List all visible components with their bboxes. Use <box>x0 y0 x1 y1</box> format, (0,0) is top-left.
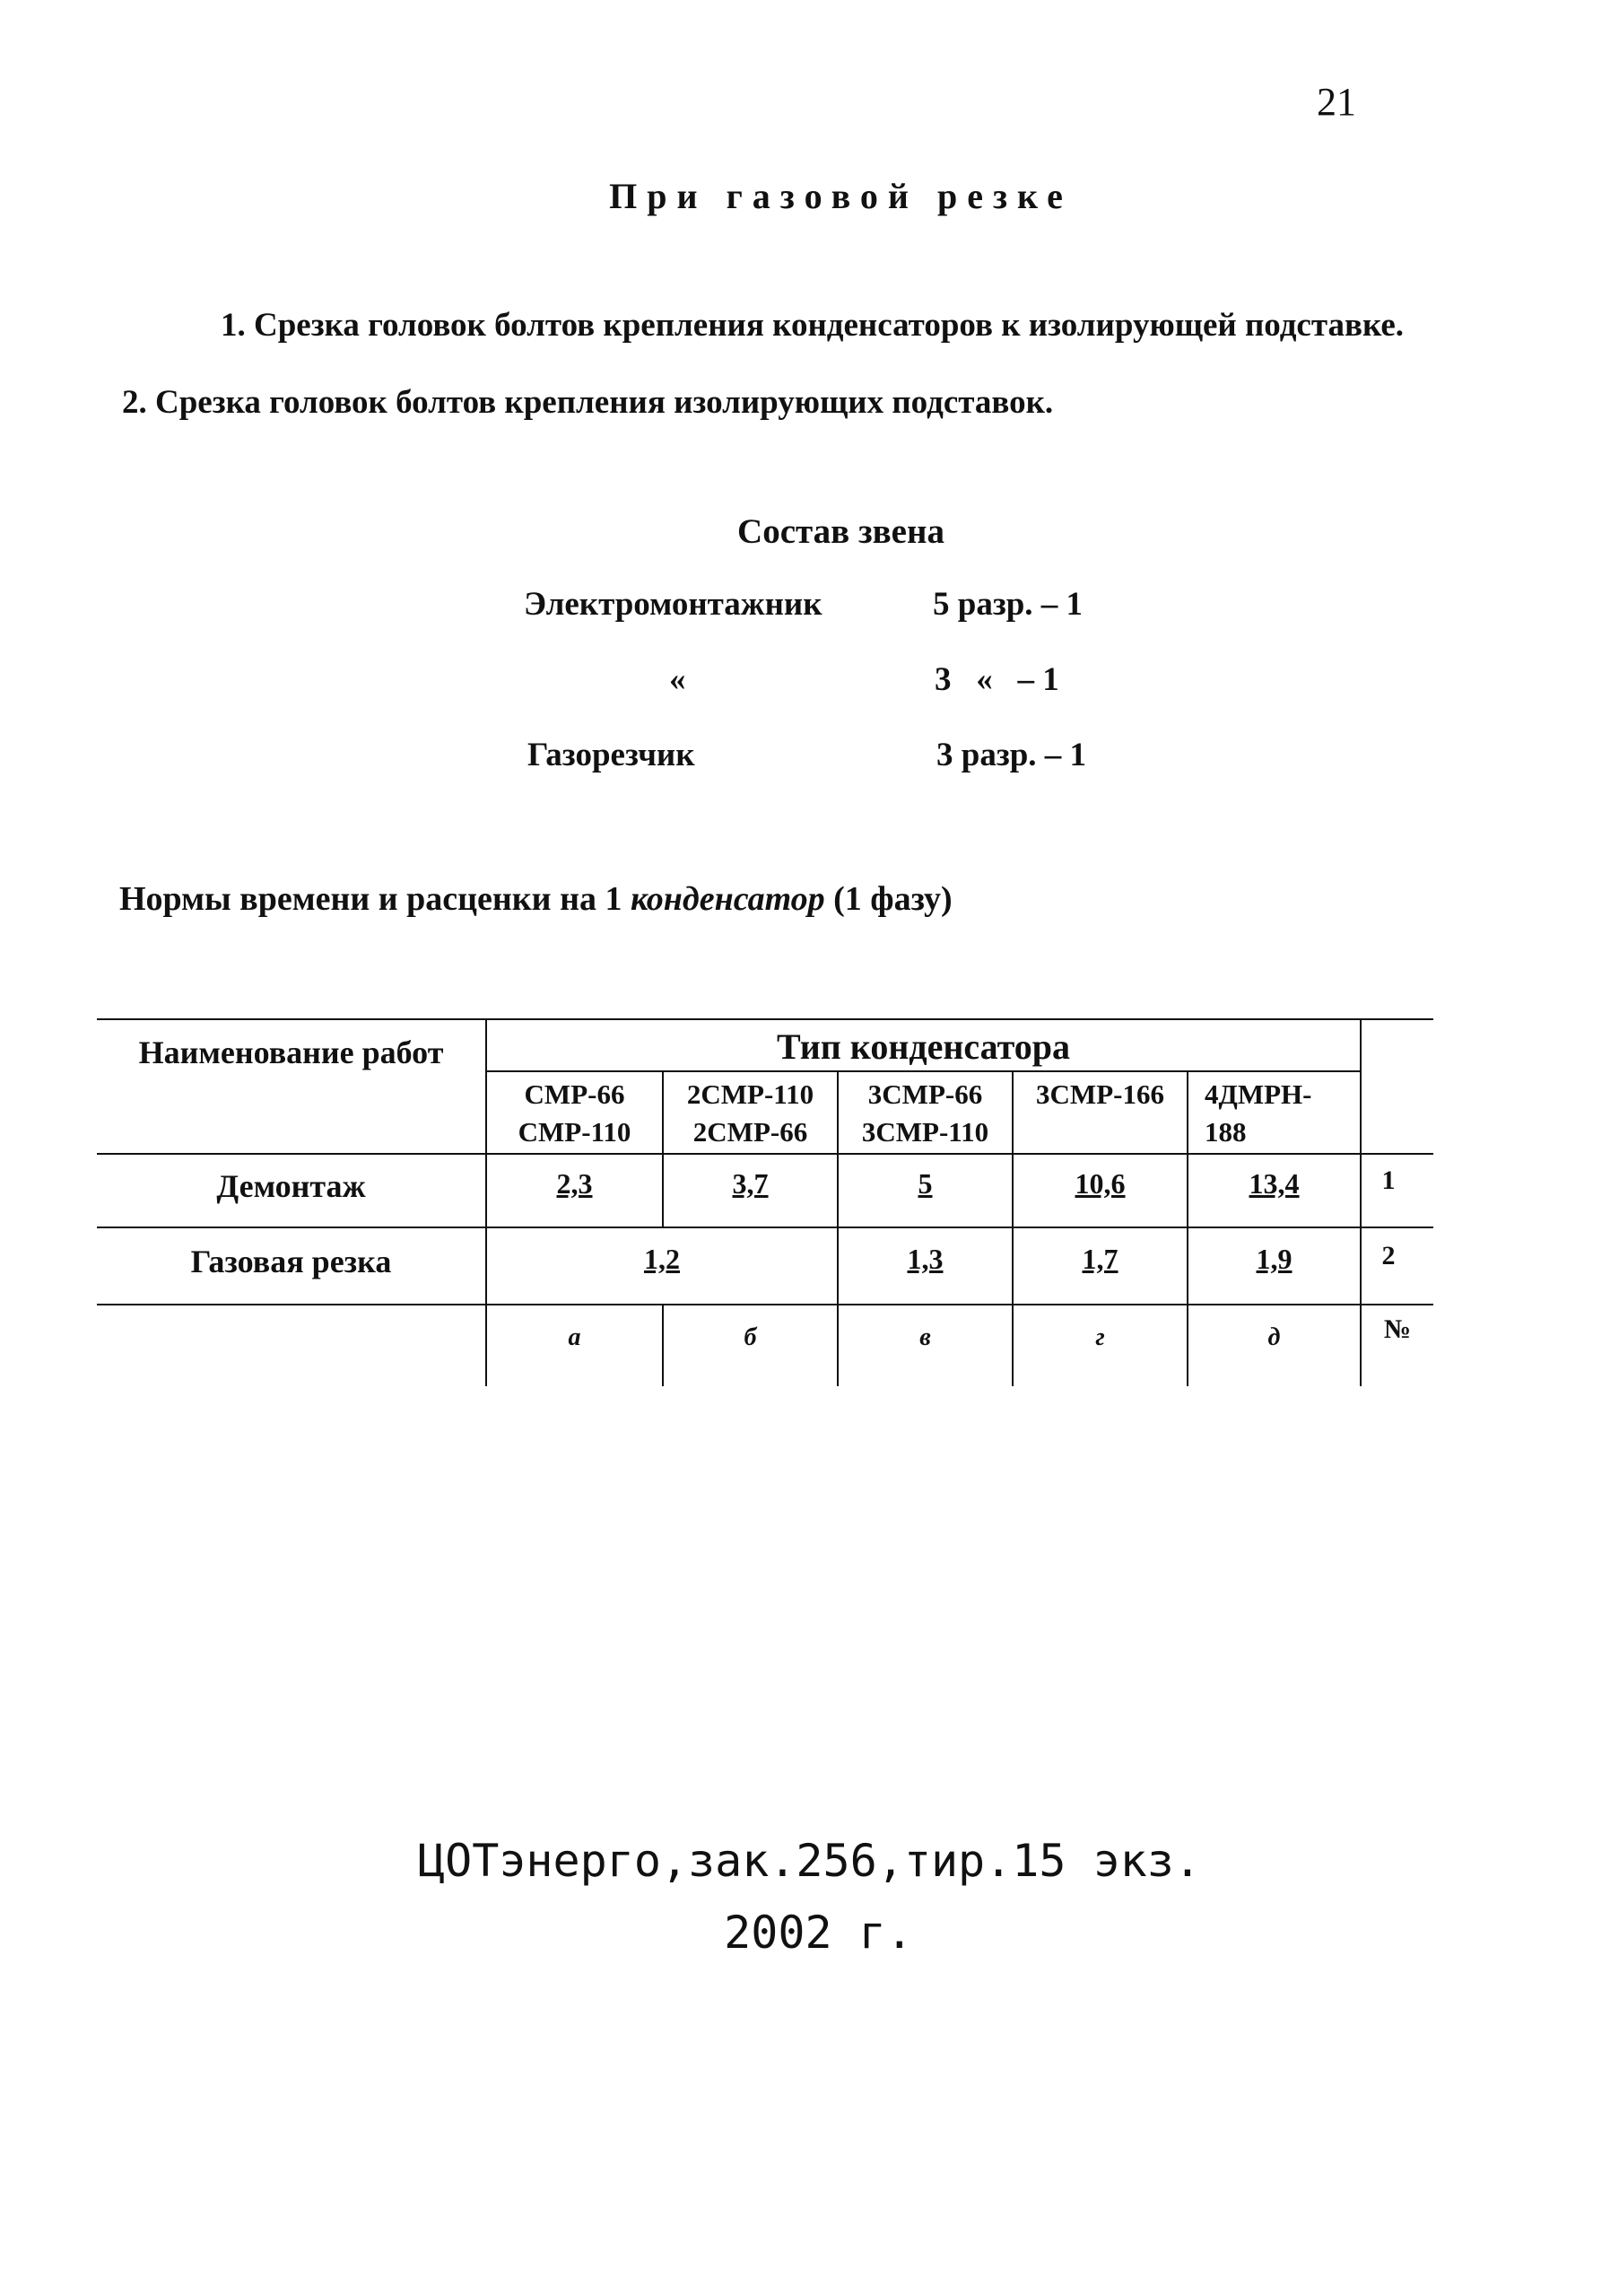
header-type-col <box>1014 1076 1187 1113</box>
header-type-group: Тип конденсатора <box>777 1026 1070 1067</box>
crew-grade: 3 разр. – 1 <box>936 737 1087 773</box>
column-letter: б <box>744 1323 757 1351</box>
header-type-col <box>664 1076 837 1151</box>
header-type-col <box>1188 1076 1360 1151</box>
value-cell: 10,6 <box>1075 1167 1126 1200</box>
type-line: 3СМР-66 <box>867 1078 983 1110</box>
norms-title-lead: Нормы времени и расценки на 1 <box>119 880 631 918</box>
norms-title <box>119 879 953 919</box>
table-rule-row1 <box>97 1227 1433 1228</box>
norms-title-italic: конденсатор <box>630 880 825 918</box>
value-cell: 1,9 <box>1256 1243 1293 1275</box>
work-description: 1. Срезка головок болтов крепления конденсаторов к изолирующей подставке. 2. Срезка головок болтов крепления изолирующих подставок. <box>122 307 1405 421</box>
type-line: 2СМР-66 <box>692 1116 808 1148</box>
column-letter: а <box>568 1323 581 1351</box>
header-type-col <box>839 1076 1012 1151</box>
header-name: Наименование работ <box>138 1035 444 1070</box>
value-cell: 1,7 <box>1082 1243 1119 1275</box>
table-rule-header <box>97 1153 1433 1155</box>
table-rule-group <box>487 1070 1362 1072</box>
value-cell: 1,3 <box>907 1243 944 1275</box>
crew-role: Электромонтажник <box>524 586 823 623</box>
type-line: СМР-66 <box>524 1078 625 1110</box>
value-cell: 5 <box>918 1167 933 1200</box>
value-cell: 13,4 <box>1249 1167 1300 1200</box>
row-label-dismantle: Демонтаж <box>216 1168 366 1204</box>
row-label-gas-cutting: Газовая резка <box>190 1244 392 1279</box>
row-number: 1 <box>1381 1165 1396 1195</box>
crew-role: Газорезчик <box>527 737 695 773</box>
crew-title: Состав звена <box>737 512 944 551</box>
type-line: 188 <box>1205 1116 1247 1148</box>
footer-publisher: ЦОТэнерго,зак.256,тир.15 экз. <box>418 1835 1201 1887</box>
norms-table <box>97 1018 1433 1386</box>
page-number: 21 <box>1317 80 1356 124</box>
type-line: 4ДМРН- <box>1205 1078 1312 1110</box>
number-label: № <box>1383 1314 1412 1344</box>
type-line: 2СМР-110 <box>686 1078 814 1110</box>
column-letter: в <box>919 1323 931 1351</box>
crew-grade: 3 « – 1 <box>935 661 1059 698</box>
section-heading: При газовой резке <box>609 176 1073 216</box>
value-cell-merged: 1,2 <box>644 1243 680 1275</box>
norms-title-tail: (1 фазу) <box>824 880 953 918</box>
type-line: СМР-110 <box>518 1116 631 1148</box>
footer-year: 2002 г. <box>724 1907 913 1959</box>
type-line: 3СМР-110 <box>861 1116 989 1148</box>
type-line: 3СМР-166 <box>1036 1078 1164 1110</box>
table-rule-top <box>97 1018 1433 1020</box>
table-rule-row2 <box>97 1304 1433 1305</box>
column-letter: г <box>1095 1323 1105 1351</box>
header-type-col <box>487 1076 662 1151</box>
value-cell: 3,7 <box>732 1167 769 1200</box>
value-cell: 2,3 <box>556 1167 593 1200</box>
row-number: 2 <box>1381 1241 1396 1270</box>
crew-grade: 5 разр. – 1 <box>933 586 1084 623</box>
crew-role: « <box>669 661 686 698</box>
column-letter: д <box>1267 1323 1281 1351</box>
